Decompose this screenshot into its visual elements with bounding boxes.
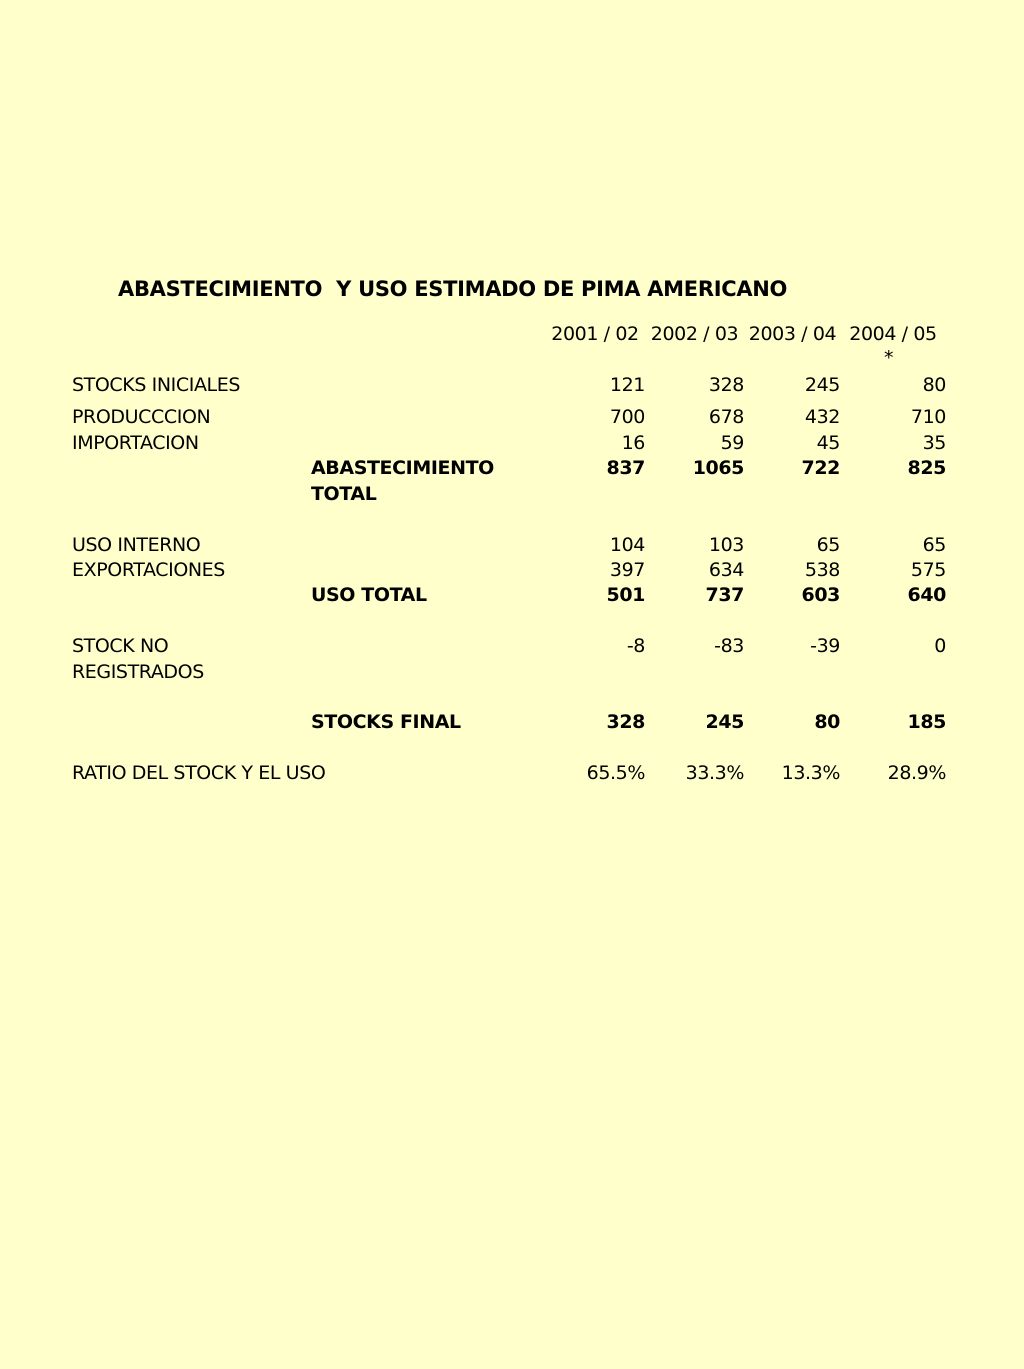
row-label-stock-no-registrados-line1: STOCK NO	[72, 635, 169, 657]
cell-stocks-iniciales-2004: 80	[922, 374, 946, 396]
cell-produccion-2001: 700	[609, 406, 645, 428]
row-label-ratio: RATIO DEL STOCK Y EL USO	[72, 762, 326, 784]
cell-stock-no-registrados-2001: -8	[626, 635, 645, 657]
row-label-abastecimiento-total-line1: ABASTECIMIENTO	[311, 457, 494, 479]
cell-produccion-2004: 710	[910, 406, 946, 428]
cell-produccion-2003: 432	[804, 406, 840, 428]
cell-uso-total-2001: 501	[606, 584, 645, 606]
cell-uso-interno-2003: 65	[816, 534, 840, 556]
cell-ratio-2003: 13.3%	[781, 762, 840, 784]
cell-uso-total-2002: 737	[705, 584, 744, 606]
cell-importacion-2002: 59	[720, 432, 744, 454]
column-header-2003-04: 2003 / 04	[748, 323, 837, 345]
cell-stocks-final-2003: 80	[814, 711, 840, 733]
row-label-abastecimiento-total-line2: TOTAL	[311, 483, 377, 505]
cell-abastecimiento-total-2002: 1065	[692, 457, 744, 479]
cell-exportaciones-2004: 575	[910, 559, 946, 581]
cell-abastecimiento-total-2001: 837	[606, 457, 645, 479]
cell-stock-no-registrados-2004: 0	[934, 635, 946, 657]
cell-ratio-2002: 33.3%	[685, 762, 744, 784]
cell-stocks-final-2001: 328	[606, 711, 645, 733]
cell-stocks-iniciales-2002: 328	[708, 374, 744, 396]
column-header-2004-05: 2004 / 05	[849, 323, 937, 345]
page-title: ABASTECIMIENTO Y USO ESTIMADO DE PIMA AMERICANO	[118, 277, 788, 301]
cell-stocks-final-2002: 245	[705, 711, 744, 733]
row-label-exportaciones: EXPORTACIONES	[72, 559, 225, 581]
column-header-2001-02: 2001 / 02	[551, 323, 639, 345]
cell-stocks-iniciales-2003: 245	[804, 374, 840, 396]
cell-stocks-final-2004: 185	[907, 711, 946, 733]
cell-ratio-2001: 65.5%	[586, 762, 645, 784]
cell-exportaciones-2002: 634	[708, 559, 744, 581]
cell-exportaciones-2001: 397	[609, 559, 645, 581]
cell-importacion-2004: 35	[922, 432, 946, 454]
row-label-produccion: PRODUCCCION	[72, 406, 211, 428]
row-label-stocks-final: STOCKS FINAL	[311, 711, 461, 733]
cell-importacion-2001: 16	[621, 432, 645, 454]
cell-uso-interno-2001: 104	[609, 534, 645, 556]
cell-uso-interno-2002: 103	[708, 534, 744, 556]
column-header-2002-03: 2002 / 03	[650, 323, 739, 345]
row-label-stocks-iniciales: STOCKS INICIALES	[72, 374, 240, 396]
cell-exportaciones-2003: 538	[804, 559, 840, 581]
cell-stocks-iniciales-2001: 121	[609, 374, 645, 396]
row-label-stock-no-registrados-line2: REGISTRADOS	[72, 661, 204, 683]
cell-importacion-2003: 45	[816, 432, 840, 454]
cell-uso-interno-2004: 65	[922, 534, 946, 556]
cell-uso-total-2004: 640	[907, 584, 946, 606]
cell-stock-no-registrados-2002: -83	[714, 635, 744, 657]
cell-produccion-2002: 678	[708, 406, 744, 428]
cell-ratio-2004: 28.9%	[887, 762, 946, 784]
cell-abastecimiento-total-2004: 825	[907, 457, 946, 479]
cell-uso-total-2003: 603	[801, 584, 840, 606]
row-label-importacion: IMPORTACION	[72, 432, 199, 454]
row-label-uso-interno: USO INTERNO	[72, 534, 201, 556]
header-note-asterisk: *	[884, 347, 894, 369]
cell-abastecimiento-total-2003: 722	[801, 457, 840, 479]
row-label-uso-total: USO TOTAL	[311, 584, 427, 606]
cell-stock-no-registrados-2003: -39	[810, 635, 840, 657]
